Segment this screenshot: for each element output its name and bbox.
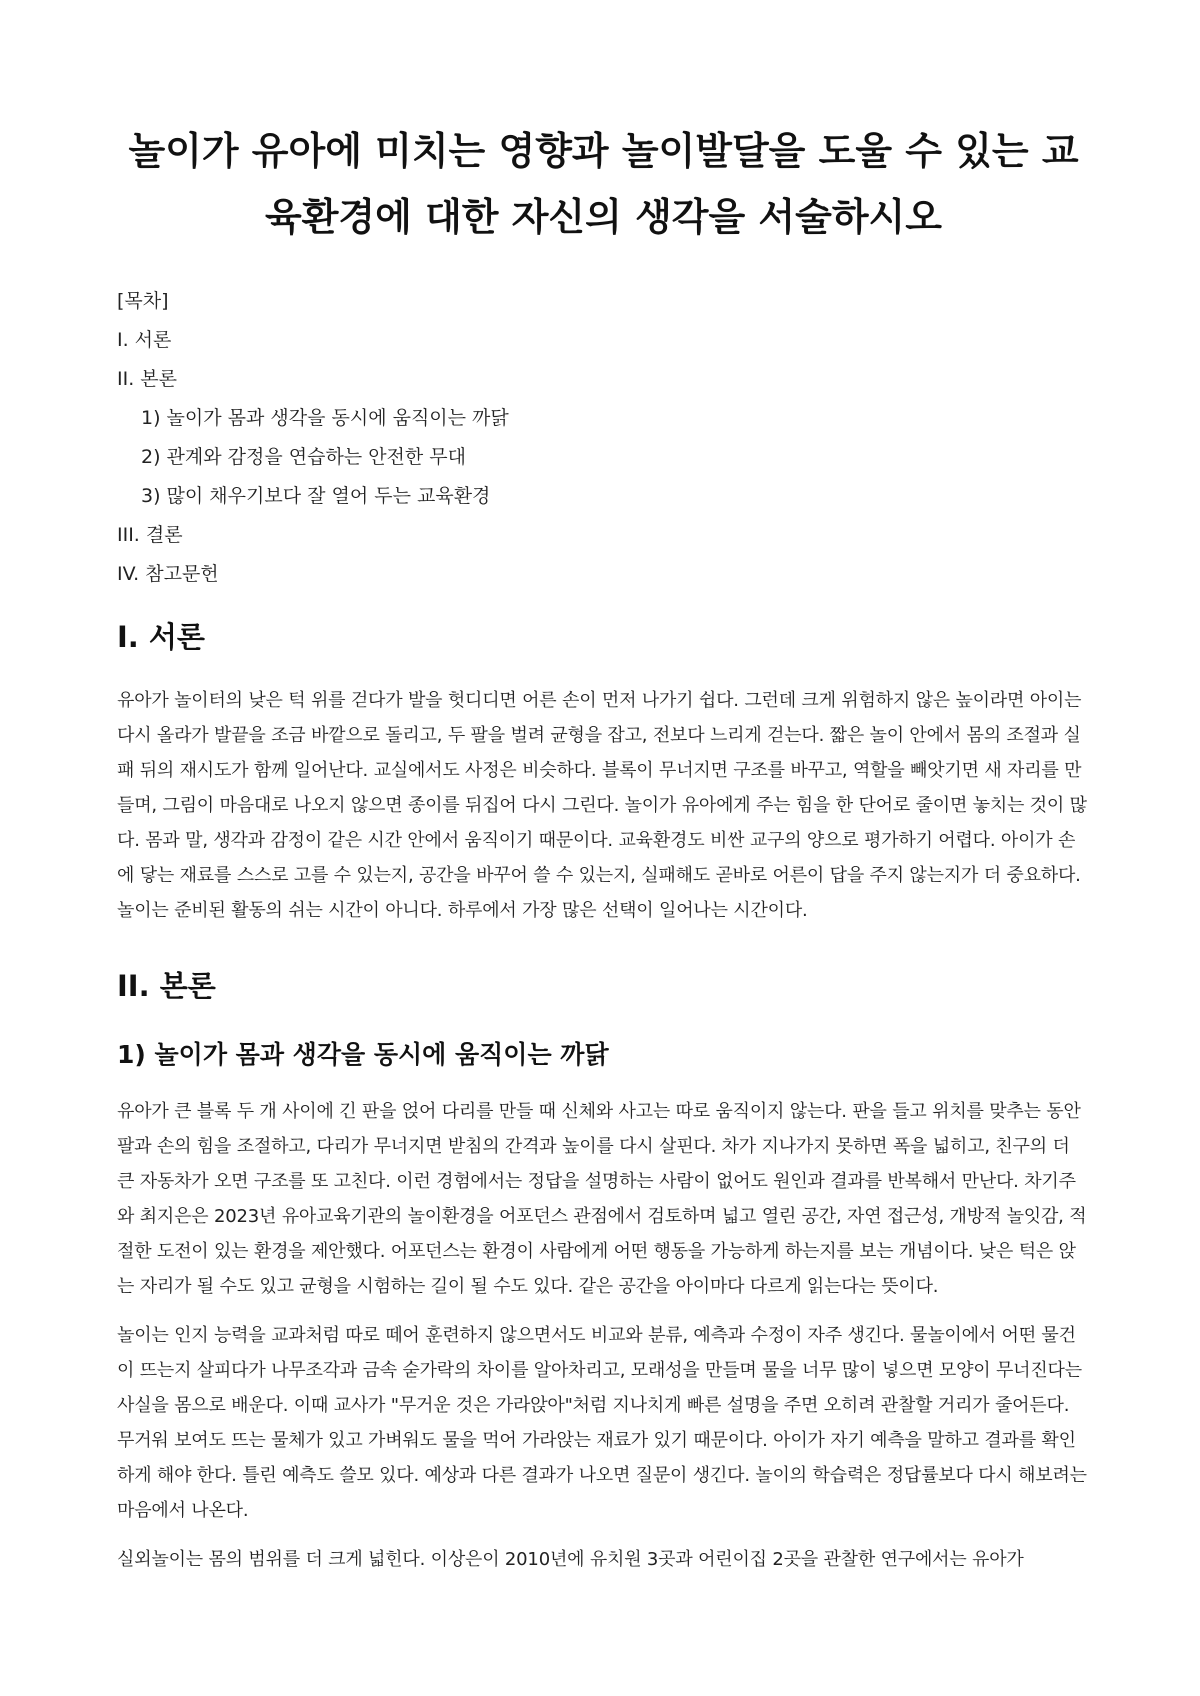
toc-heading: [목차] (117, 290, 169, 312)
toc-subitem-3: 3) 많이 채우기보다 잘 열어 두는 교육환경 (141, 485, 491, 507)
section-heading-body: II. 본론 (117, 969, 216, 1003)
body-paragraph: 실외놀이는 몸의 범위를 더 크게 넓힌다. 이상은이 2010년에 유치원 3곳과 어린이집 2곳을 관찰한 연구에서는 유아가 (117, 1549, 1024, 1570)
toc-subitem-2: 2) 관계와 감정을 연습하는 안전한 무대 (141, 446, 467, 468)
toc-item-conclusion: III. 결론 (117, 524, 183, 546)
document-title: 놀이가 유아에 미치는 영향과 놀이발달을 도울 수 있는 교육환경에 대한 자신의 생각을 서술하시오 (128, 129, 1079, 239)
toc-item-references: IV. 참고문헌 (117, 563, 219, 585)
body-paragraph: 놀이는 인지 능력을 교과처럼 따로 떼어 훈련하지 않으면서도 비교와 분류, 예측과 수정이 자주 생긴다. 물놀이에서 어떤 물건이 뜨는지 살피다가 나무조각과 금속 숟가락의 차이를 알아차리고, 모래성을 만들며 물을 너무 많이 넣으면 모양이 무너진다는 사실을 몸으로 배운다. 이때 교사가 "무거운 것은 가라앉아"처럼 지나치게 빠른 설명을 주면 오히려 관찰할 거리가 줄어든다. 무거워 보여도 뜨는 물체가 있고 가벼워도 물을 먹어 가라앉는 재료가 있기 때문이다. 아이가 자기 예측을 말하고 결과를 확인하게 해야 한다. 틀린 예측도 쓸모 있다. 예상과 다른 결과가 나오면 질문이 생긴다. 놀이의 학습력은 정답률보다 다시 해보려는 마음에서 나온다. (117, 1325, 1087, 1521)
table-of-contents (117, 290, 1090, 585)
toc-item-intro: I. 서론 (117, 329, 172, 351)
section-heading-intro: I. 서론 (117, 620, 205, 654)
subsection-heading-1: 1) 놀이가 몸과 생각을 동시에 움직이는 까닭 (117, 1040, 609, 1069)
intro-paragraph: 유아가 놀이터의 낮은 턱 위를 걷다가 발을 헛디디면 어른 손이 먼저 나가기 쉽다. 그런데 크게 위험하지 않은 높이라면 아이는 다시 올라가 발끝을 조금 바깥으로 돌리고, 두 팔을 벌려 균형을 잡고, 전보다 느리게 걷는다. 짧은 놀이 안에서 몸의 조절과 실패 뒤의 재시도가 함께 일어난다. 교실에서도 사정은 비슷하다. 블록이 무너지면 구조를 바꾸고, 역할을 빼앗기면 새 자리를 만들며, 그림이 마음대로 나오지 않으면 종이를 뒤집어 다시 그린다. 놀이가 유아에게 주는 힘을 한 단어로 줄이면 놓치는 것이 많다. 몸과 말, 생각과 감정이 같은 시간 안에서 움직이기 때문이다. 교육환경도 비싼 교구의 양으로 평가하기 어렵다. 아이가 손에 닿는 재료를 스스로 고를 수 있는지, 공간을 바꾸어 쓸 수 있는지, 실패해도 곧바로 어른이 답을 주지 않는지가 더 중요하다. 놀이는 준비된 활동의 쉬는 시간이 아니다. 하루에서 가장 많은 선택이 일어나는 시간이다. (117, 690, 1087, 921)
body-paragraph: 유아가 큰 블록 두 개 사이에 긴 판을 얹어 다리를 만들 때 신체와 사고는 따로 움직이지 않는다. 판을 들고 위치를 맞추는 동안 팔과 손의 힘을 조절하고, 다리가 무너지면 받침의 간격과 높이를 다시 살핀다. 차가 지나가지 못하면 폭을 넓히고, 친구의 더 큰 자동차가 오면 구조를 또 고친다. 이런 경험에서는 정답을 설명하는 사람이 없어도 원인과 결과를 반복해서 만난다. 차기주와 최지은은 2023년 유아교육기관의 놀이환경을 어포던스 관점에서 검토하며 넓고 열린 공간, 자연 접근성, 개방적 놀잇감, 적절한 도전이 있는 환경을 제안했다. 어포던스는 환경이 사람에게 어떤 행동을 가능하게 하는지를 보는 개념이다. 낮은 턱은 앉는 자리가 될 수도 있고 균형을 시험하는 길이 될 수도 있다. 같은 공간을 아이마다 다르게 읽는다는 뜻이다. (117, 1101, 1087, 1297)
toc-subitem-1: 1) 놀이가 몸과 생각을 동시에 움직이는 까닭 (141, 407, 509, 429)
toc-item-body: II. 본론 (117, 368, 177, 390)
section-intro (117, 619, 1090, 928)
section-body (117, 968, 1090, 1577)
